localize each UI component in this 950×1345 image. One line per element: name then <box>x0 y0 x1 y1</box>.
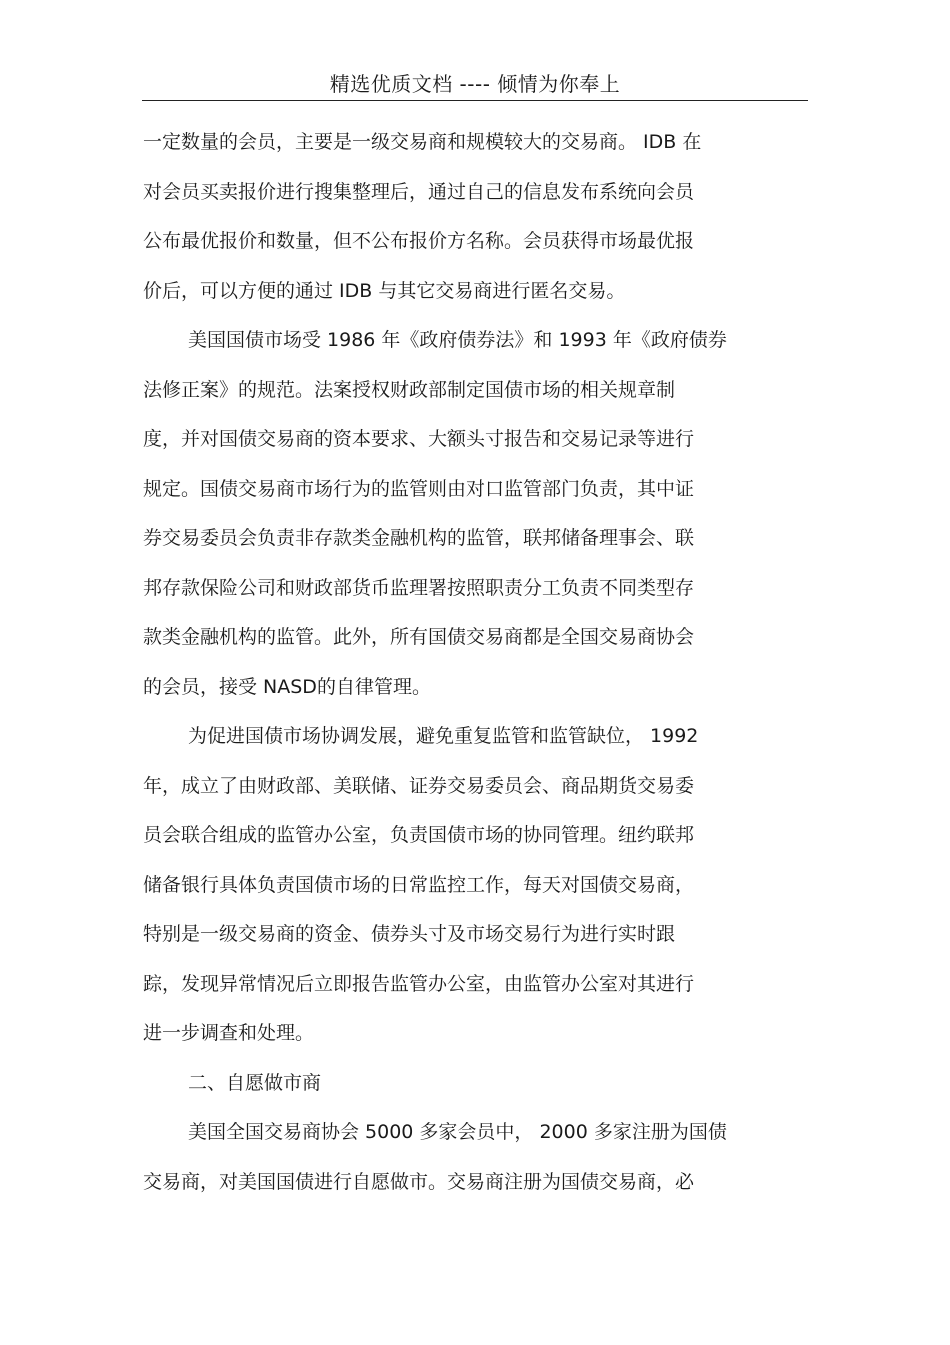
text-line: 年，成立了由财政部、美联储、证券交易委员会、商品期货交易委 <box>143 774 695 797</box>
text-line: 规定。国债交易商市场行为的监管则由对口监管部门负责，其中证 <box>143 477 695 500</box>
text-line: 特别是一级交易商的资金、债券头寸及市场交易行为进行实时跟 <box>143 923 676 945</box>
text-line: 度，并对国债交易商的资本要求、大额头寸报告和交易记录等进行 <box>143 428 695 450</box>
text-line: 法修正案》的规范。法案授权财政部制定国债市场的相关规章制 <box>143 378 676 401</box>
text-line: 价后，可以方便的通过 IDB 与其它交易商进行匿名交易。 <box>143 279 626 302</box>
text-line: 踪，发现异常情况后立即报告监管办公室，由监管办公室对其进行 <box>143 972 695 995</box>
text-line: 款类金融机构的监管。此外，所有国债交易商都是全国交易商协会 <box>143 626 695 648</box>
text-line: 公布最优报价和数量，但不公布报价方名称。会员获得市场最优报 <box>143 230 695 252</box>
text-line: 储备银行具体负责国债市场的日常监控工作，每天对国债交易商， <box>143 873 695 896</box>
text-line: 员会联合组成的监管办公室，负责国债市场的协同管理。纽约联邦 <box>143 824 695 846</box>
text-line: 一定数量的会员，主要是一级交易商和规模较大的交易商。 IDB 在 <box>143 131 702 153</box>
page-header: 精选优质文档 ---- 倾情为你奉上 <box>329 72 621 96</box>
document-body <box>143 118 803 1207</box>
text-line: 进一步调查和处理。 <box>143 1022 315 1044</box>
paragraph-start-line: 美国全国交易商协会 5000 多家会员中， 2000 多家注册为国债 <box>188 1121 727 1143</box>
text-line: 券交易委员会负责非存款类金融机构的监管，联邦储备理事会、联 <box>143 527 695 549</box>
text-line: 邦存款保险公司和财政部货币监理署按照职责分工负责不同类型存 <box>143 576 695 599</box>
paragraph-start-line: 美国国债市场受 1986 年《政府债券法》和 1993 年《政府债券 <box>188 329 727 351</box>
paragraph-start-line: 为促进国债市场协调发展，避免重复监管和监管缺位， 1992 <box>188 725 699 747</box>
text-line: 的会员，接受 NASD的自律管理。 <box>143 675 431 698</box>
text-line: 交易商，对美国国债进行自愿做市。交易商注册为国债交易商，必 <box>143 1170 695 1193</box>
section-heading: 二、自愿做市商 <box>188 1071 322 1094</box>
text-line: 对会员买卖报价进行搜集整理后，通过自己的信息发布系统向会员 <box>143 180 695 203</box>
header-divider <box>142 100 808 101</box>
